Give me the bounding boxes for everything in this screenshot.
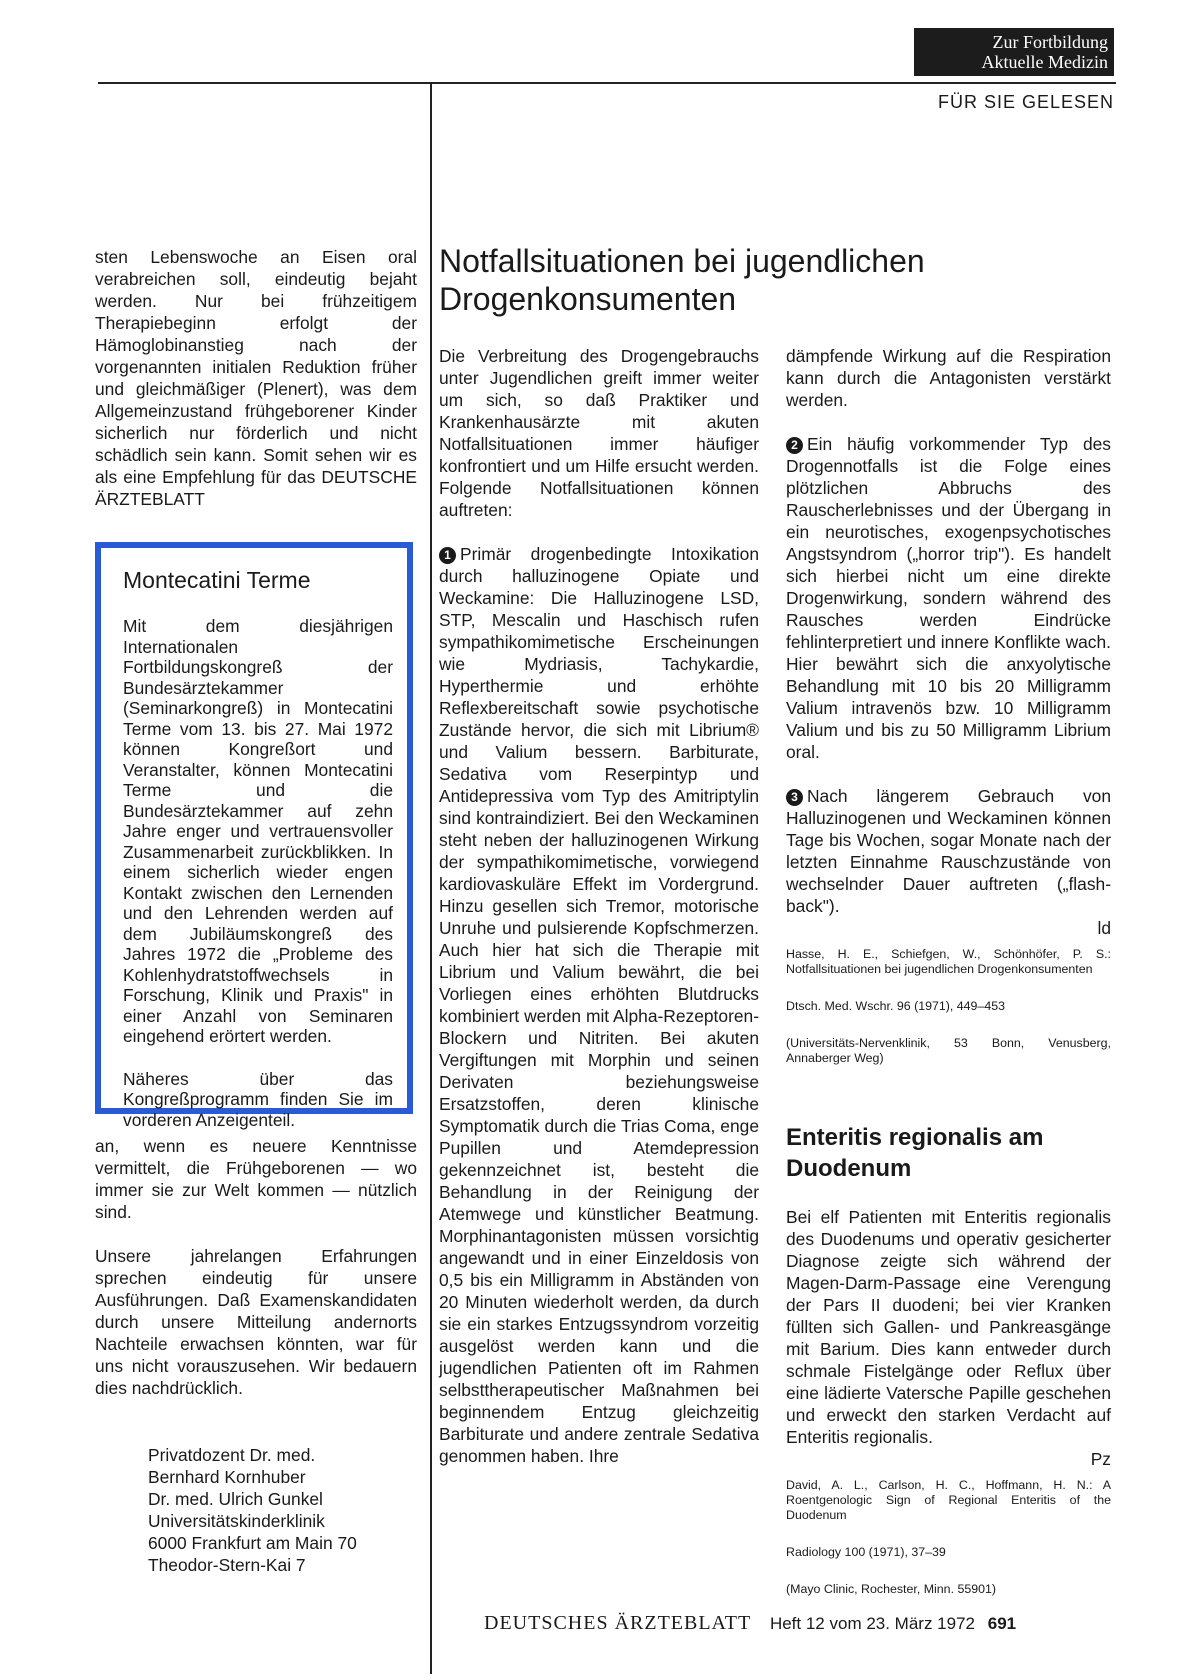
- sig-line: Bernhard Kornhuber: [148, 1467, 306, 1487]
- left-column-bottom: [95, 1135, 417, 1421]
- item-1-text: Primär drogenbedingte Intoxikation durch halluzinogene Opiate und Weckamine: Die Halluzinogene LSD, STP, Mescalin und Haschisch rufen sympathikomimetische Erscheinungen wie Mydriasis, Tachykardie, Hyperthermie und erhöhte Reflexbereitschaft sowie psychotische Zustände hervor, die sich mit Librium® und Valium bessern. Barbiturate, Sedativa vom Reserpintyp und Antidepressiva vom Typ des Amitriptylin sind kontraindiziert. Bei den Weckaminen steht neben der halluzinogenen Wirkung der sympathikomimetische, vorwiegend kardiovaskuläre Effekt im Vordergrund. Hinzu gesellen sich Tremor, motorische Unruhe und pulsierende Kopfschmerzen. Auch hier hat sich die Therapie mit Librium und Valium bewährt, die bei Vorliegen eines erhöhten Blutdrucks kombiniert werden mit Alpha-Rezeptoren-Blockern und Nitriten. Bei akuten Vergiftungen mit Morphin und seinen Derivaten beziehungsweise Ersatzstoffen, deren klinische Symptomatik durch die Trias Coma, enge Pupillen und Atemdepression gekennzeichnet ist, besteht die Behandlung in der Reinigung der Atemwege und künstlicher Beatmung. Morphinantagonisten müssen vorsichtig angewandt und in einer Einzeldosis von 0,5 bis ein Milligramm in Abständen von 20 Minuten wiederholt werden, da durch sie ein starkes Entzugssyndrom vorzeitig ausgelöst werden kann und die jugendlichen Patienten oft im Rahmen selbsttherapeutischer Maßnahmen bei beginnendem Entzug gleichzeitig Barbiturate und andere zentrale Sedativa genommen haben. Ihre: [439, 544, 759, 1466]
- article1-item-3: [786, 785, 1111, 939]
- article2-ref-institution: (Mayo Clinic, Rochester, Minn. 55901): [786, 1582, 997, 1596]
- section-tag: [914, 28, 1114, 76]
- left-paragraph-2: an, wenn es neuere Kenntnisse vermittelt, die Frühgeborenen — wo immer sie zur Welt kommen — nützlich sind.: [95, 1136, 417, 1222]
- section-tag-line2: Aktuelle Medizin: [981, 52, 1108, 72]
- article1-reference: [786, 947, 1111, 1066]
- number-3-icon: 3: [786, 789, 803, 806]
- footer-masthead: DEUTSCHES ÄRZTEBLATT: [484, 1612, 752, 1634]
- left-paragraph-1: sten Lebenswoche an Eisen oral verabreichen soll, eindeutig bejaht werden. Nur bei frühzeitigem Therapiebeginn erfolgt der Hämoglobinanstieg nach der vorgenannten initialen Reduktion früher und gleichmäßiger (Plenert), was dem Allgemeinzustand frühgeborener Kinder sicherlich nur förderlich und nicht schädlich sein kann. Somit sehen wir es als eine Empfehlung für das DEUTSCHE ÄRZTEBLATT: [95, 247, 417, 509]
- article2-reference: [786, 1478, 1111, 1597]
- box-title: Montecatini Terme: [123, 567, 311, 593]
- article2-text: Bei elf Patienten mit Enteritis regionalis des Duodenums und operativ gesicherter Diagnose zeigte sich während der Magen-Darm-Passage eine Verengung der Pars II duodeni; bei vier Kranken füllten sich Gallen- und Pankreasgänge mit Barium. Dies kann entweder durch schmale Fistelgänge oder Reflux über eine lädierte Vatersche Papille geschehen und erweckt den starken Verdacht auf Enteritis regionalis.: [786, 1207, 1111, 1447]
- sig-line: Universitätskinderklinik: [148, 1511, 325, 1531]
- box-paragraph-1: Mit dem diesjährigen Internationalen Fortbildungskongreß der Bundesärztekammer (Seminarkongreß) in Montecatini Terme vom 13. bis 27. Mai 1972 können Kongreßort und Veranstalter, können Montecatini Terme und die Bundesärztekammer auf zehn Jahre enger und vertrauensvoller Zusammenarbeit zurückblikken. In einem sicherlich wieder engen Kontakt zwischen den Lernenden und den Lehrenden werden auf dem Jubiläumskongreß des Jahres 1972 die „Probleme des Kohlenhydratstoffwechsels in Forschung, Klinik und Praxis" in einer Anzahl von Seminaren eingehend erörtert werden.: [123, 616, 393, 1046]
- section-tag-line1: Zur Fortbildung: [992, 32, 1108, 52]
- article1-ref-journal: Dtsch. Med. Wschr. 96 (1971), 449–453: [786, 999, 1006, 1013]
- author-signature: [148, 1444, 418, 1576]
- article1-ref-institution: (Universitäts-Nervenklinik, 53 Bonn, Venusberg, Annaberger Weg): [786, 1036, 1111, 1065]
- article1-signoff: ld: [1097, 918, 1111, 938]
- sig-line: Theodor-Stern-Kai 7: [148, 1555, 306, 1575]
- middle-column: [439, 345, 759, 1475]
- article1-item-2: [786, 433, 1111, 763]
- article1-continuation: dämpfende Wirkung auf die Respiration kann durch die Antagonisten verstärkt werden.: [786, 346, 1111, 410]
- montecatini-box: [95, 542, 413, 1130]
- article1-intro: Die Verbreitung des Drogengebrauchs unter Jugendlichen greift immer weiter um sich, so daß Praktiker und Krankenhausärzte mit akuten Notfallsituationen immer häufiger konfrontiert und um Hilfe ersucht werden. Folgende Notfallsituationen können auftreten:: [439, 346, 759, 520]
- item-3-text: Nach längerem Gebrauch von Halluzinogenen und Weckaminen können Tage bis Wochen, sogar Monate nach der letzten Einnahme Rauschzustände von wechselnder Dauer auftreten („flash-back").: [786, 786, 1111, 916]
- article1-item-1: [439, 543, 759, 1467]
- sig-line: Dr. med. Ulrich Gunkel: [148, 1489, 323, 1509]
- number-2-icon: 2: [786, 437, 803, 454]
- sig-line: 6000 Frankfurt am Main 70: [148, 1533, 357, 1553]
- article1-ref-authors: Hasse, H. E., Schiefgen, W., Schönhöfer, P. S.: Notfallsituationen bei jugendlichen Drogenkonsumenten: [786, 947, 1111, 976]
- article2-body: [786, 1206, 1111, 1470]
- item-2-text: Ein häufig vorkommender Typ des Drogennotfalls ist die Folge eines plötzlichen Abbruchs des Rauscherlebnisses und der Übergang in ein neurotisches, exogenpsychotisches Angstsyndrom („horror trip"). Es handelt sich hierbei nicht um eine direkte Drogenwirkung, sondern während des Rausches werden Eindrücke fehlinterpretiert und innere Konflikte wach. Hier bewährt sich die anxyolytische Behandlung mit 10 bis 20 Milligramm Valium intravenös bzw. 10 Milligramm Valium und bis zu 50 Milligramm Librium oral.: [786, 434, 1111, 762]
- right-column: [786, 345, 1111, 1619]
- footer-issue: Heft 12 vom 23. März 1972: [769, 1614, 975, 1633]
- left-column-top: [95, 246, 417, 532]
- number-1-icon: 1: [439, 547, 456, 564]
- article2-ref-journal: Radiology 100 (1971), 37–39: [786, 1545, 946, 1559]
- sig-line: Privatdozent Dr. med.: [148, 1445, 316, 1465]
- kicker: FÜR SIE GELESEN: [937, 92, 1114, 112]
- left-paragraph-3: Unsere jahrelangen Erfahrungen sprechen eindeutig für unsere Ausführungen. Daß Examenskandidaten durch unsere Mitteilung andernorts Nachteile erwachsen könnten, war für uns nicht vorauszusehen. Wir bedauern dies nachdrücklich.: [95, 1246, 417, 1398]
- article2-signoff: Pz: [1090, 1449, 1111, 1469]
- article2-ref-authors: David, A. L., Carlson, H. C., Hoffmann, H. N.: A Roentgenologic Sign of Regional Enteritis of the Duodenum: [786, 1478, 1111, 1522]
- page-footer: [484, 1612, 1016, 1635]
- box-paragraph-2: Näheres über das Kongreßprogramm finden Sie im vorderen Anzeigenteil.: [123, 1068, 393, 1130]
- article1-title: Notfallsituationen bei jugendlichen Drogenkonsumenten: [439, 243, 925, 317]
- article2-title: Enteritis regionalis am Duodenum: [786, 1124, 1044, 1182]
- header-rule: [98, 82, 1116, 84]
- page-number: 691: [987, 1614, 1017, 1633]
- column-divider: [430, 84, 432, 1674]
